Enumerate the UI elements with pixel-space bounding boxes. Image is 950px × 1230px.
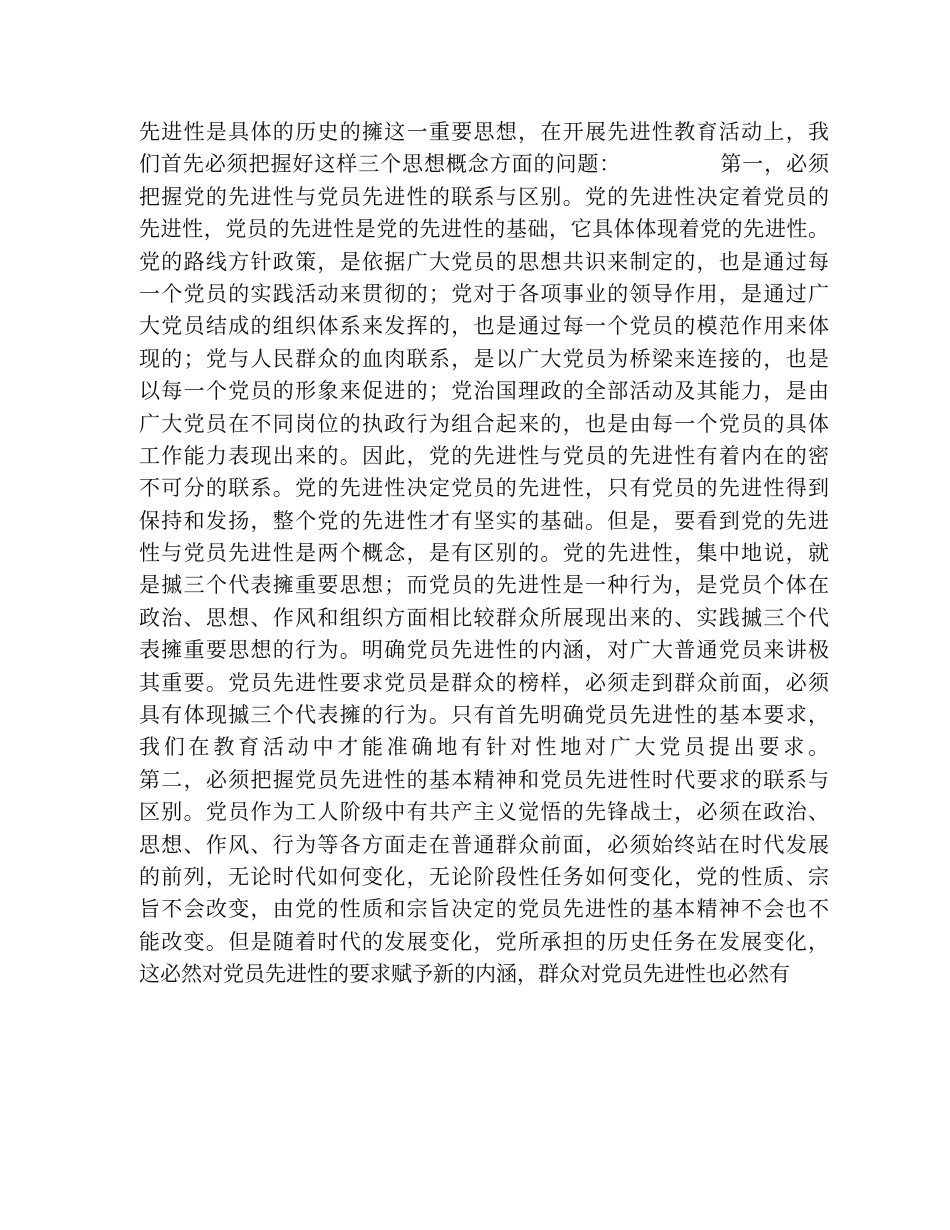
text-line: 第二，必须把握党员先进性的基本精神和党员先进性时代要求的联系与 (139, 767, 829, 792)
text-line: 旨不会改变，由党的性质和宗旨决定的党员先进性的基本精神不会也不 (139, 897, 829, 922)
text-line: 广大党员在不同岗位的执政行为组合起来的，也是由每一个党员的具体 (139, 411, 829, 436)
text-line: 们首先必须把握好这样三个思想概念方面的问题： 第一，必须 (139, 152, 829, 177)
text-line: 思想、作风、行为等各方面走在普通群众前面，必须始终站在时代发展 (139, 832, 829, 857)
text-line: 工作能力表现出来的。因此，党的先进性与党员的先进性有着内在的密 (139, 443, 829, 468)
text-line: 的前列，无论时代如何变化，无论阶段性任务如何变化，党的性质、宗 (139, 864, 829, 889)
text-line: 大党员结成的组织体系来发挥的，也是通过每一个党员的模范作用来体 (139, 314, 829, 339)
text-line: 现的；党与人民群众的血肉联系，是以广大党员为桥梁来连接的，也是 (139, 346, 829, 371)
text-line: 能改变。但是随着时代的发展变化，党所承担的历史任务在发展变化， (139, 929, 829, 954)
text-line: 先进性，党员的先进性是党的先进性的基础，它具体体现着党的先进性。 (139, 217, 829, 242)
text-line: 性与党员先进性是两个概念，是有区别的。党的先进性，集中地说，就 (139, 541, 829, 566)
text-line: 政治、思想、作风和组织方面相比较群众所展现出来的、实践摵三个代 (139, 605, 829, 630)
text-line: 保持和发扬，整个党的先进性才有坚实的基础。但是，要看到党的先进 (139, 508, 829, 533)
text-line: 把握党的先进性与党员先进性的联系与区别。党的先进性决定着党员的 (139, 184, 829, 209)
text-line: 以每一个党员的形象来促进的；党治国理政的全部活动及其能力，是由 (139, 379, 829, 404)
text-line: 表擁重要思想的行为。明确党员先进性的内涵，对广大普通党员来讲极 (139, 638, 829, 663)
text-line: 党的路线方针政策，是依据广大党员的思想共识来制定的，也是通过每 (139, 249, 829, 274)
document-body (139, 116, 829, 991)
text-line: 不可分的联系。党的先进性决定党员的先进性，只有党员的先进性得到 (139, 476, 829, 501)
text-line: 其重要。党员先进性要求党员是群众的榜样，必须走到群众前面，必须 (139, 670, 829, 695)
text-line: 具有体现摵三个代表擁的行为。只有首先明确党员先进性的基本要求， (139, 703, 829, 728)
text-line: 先进性是具体的历史的擁这一重要思想，在开展先进性教育活动上，我 (139, 120, 829, 144)
text-line: 区别。党员作为工人阶级中有共产主义觉悟的先锋战士，必须在政治、 (139, 800, 829, 825)
text-line: 这必然对党员先进性的要求赋予新的内涵，群众对党员先进性也必然有 (139, 962, 790, 987)
text-line: 一个党员的实践活动来贯彻的；党对于各项事业的领导作用，是通过广 (139, 281, 829, 306)
text-line: 是摵三个代表擁重要思想；而党员的先进性是一种行为，是党员个体在 (139, 573, 829, 598)
text-line: 我们在教育活动中才能准确地有针对性地对广大党员提出要求。 (139, 735, 829, 760)
